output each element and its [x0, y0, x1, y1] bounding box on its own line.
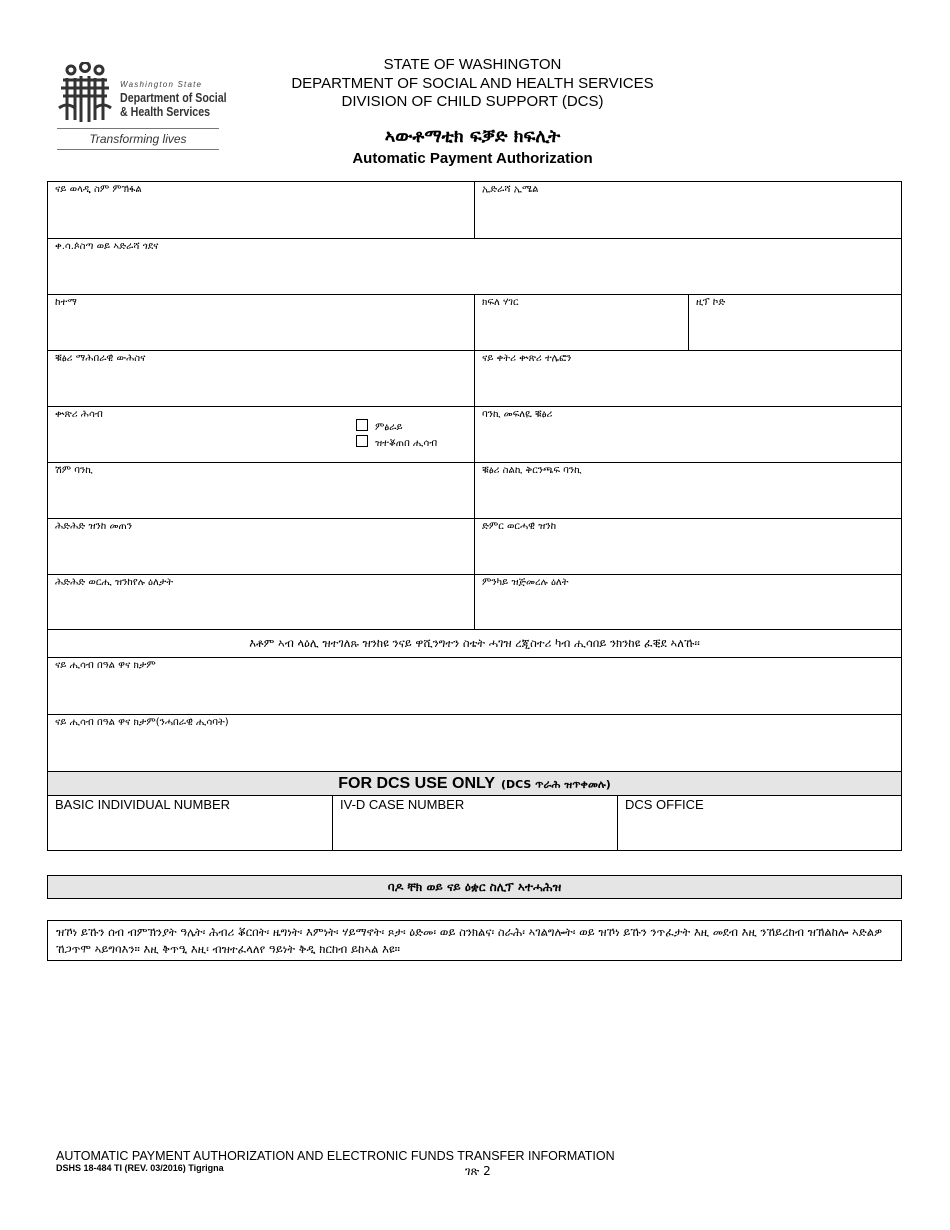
footer-form-number: DSHS 18-484 TI (REV. 03/2016) Tigrigna — [56, 1163, 224, 1173]
form-title-tigrigna: ኣውቶማቲክ ፍቓድ ክፍሊት — [384, 126, 561, 147]
state-field[interactable] — [475, 295, 689, 351]
email-label: ኢድራሻ ኢሜል — [482, 184, 539, 195]
dshs-logo — [57, 60, 227, 152]
holder-signature-label: ናይ ሒሳብ በዓል ዋና ክታም — [55, 660, 156, 671]
dcs-use-only-title-tigrigna: (DCS ጥራሕ ዝጥቀመሉ) — [500, 778, 611, 791]
mailing-address-label: ቀ.ሳ.ጶስጣ ወይ ኣድራሻ ጎደና — [55, 241, 159, 252]
payment-dates-label: ሕድሕድ ወርሒ ዝንከየሉ ዕለታት — [55, 577, 174, 588]
agency-division: DIVISION OF CHILD SUPPORT (DCS) — [341, 93, 604, 110]
logo-tagline: Transforming lives — [89, 132, 187, 146]
savings-option[interactable] — [356, 435, 437, 449]
logo-dept-line2: & Health Services — [120, 104, 211, 119]
savings-checkbox[interactable] — [356, 435, 368, 447]
nondiscrimination-notice: ዝኾነ ይኹን ሰብ ብምኽንያት ዓሌት፡ ሕብሪ ቖርበት፡ ዜግነት፡ እምነት፡ ሃይማኖት፡ ጾታ፡ ዕድመ፡ ወይ ስንክልና፡ ስራሕ፡ ኣገልግሎት፡ ወይ ዝኾነ ይኹን ንጥፈታት እዚ መደብ እዚ ንኸይረከብ ዝኽልከሎ ኣድልዎ ኸጋጥሞ ኣይግባእን። እዚ ቅጥዒ እዚ፡ ብዝተፈላለየ ዓይነት ቅዲ ክርከብ ይከኣል እዩ። — [47, 920, 902, 961]
payment-authorization-form — [47, 181, 902, 851]
bank-phone-label: ቑፅሪ ስልኪ ቅርንጫፍ ባንኪ — [482, 465, 582, 476]
routing-number-field[interactable] — [475, 407, 901, 463]
bank-name-field[interactable] — [48, 463, 475, 519]
zip-field[interactable] — [689, 295, 901, 351]
parent-name-field[interactable] — [48, 182, 475, 239]
ivd-case-number-field[interactable] — [333, 796, 618, 850]
bank-name-label: ሽም ባንኪ — [55, 465, 93, 476]
account-number-label: ቍጽሪ ሕሳብ — [55, 409, 103, 420]
start-date-label: ምንካይ ዝጅመረሉ ዕለት — [482, 577, 569, 588]
logo-dept-line1: Department of Social — [120, 90, 227, 105]
bank-phone-field[interactable] — [475, 463, 901, 519]
agency-header — [240, 56, 705, 112]
state-label: ክፍለ ሃገር — [482, 297, 519, 308]
city-field[interactable] — [48, 295, 475, 351]
mailing-address-field[interactable] — [48, 239, 901, 295]
checking-label: ምፅራይ — [375, 422, 403, 433]
checking-checkbox[interactable] — [356, 419, 368, 431]
joint-signature-label: ናይ ሒሳብ በዓል ዋና ክታም(ንሓበራዊ ሒሳባት) — [55, 717, 229, 728]
footer-page-number: ገጽ 2 — [465, 1164, 491, 1178]
authorization-statement: እቶም ኣብ ላዕሊ ዝተገለጹ ዝንከዩ ንናይ ዋሺንግተን ስቴት ሓገዝ ረጂስተሪ ካብ ሒሳበይ ንክንከዩ ፈቒደ ኣለኹ፡፡ — [48, 630, 901, 658]
dcs-use-only-header — [48, 771, 901, 796]
total-monthly-field[interactable] — [475, 519, 901, 575]
total-monthly-label: ድምር ወርሓዊ ዝንከ — [482, 521, 557, 532]
joint-signature-field[interactable] — [48, 715, 901, 771]
start-date-field[interactable] — [475, 575, 901, 630]
account-number-field[interactable] — [48, 407, 475, 463]
dcs-use-only-title: FOR DCS USE ONLY — [338, 775, 495, 792]
phone-field[interactable] — [475, 351, 901, 407]
city-label: ከተማ — [55, 297, 77, 308]
footer-title: AUTOMATIC PAYMENT AUTHORIZATION AND ELECTRONIC FUNDS TRANSFER INFORMATION — [56, 1149, 615, 1163]
dshs-people-logo-icon — [57, 62, 113, 124]
ssn-field[interactable] — [48, 351, 475, 407]
logo-state-text: Washington State — [120, 80, 203, 89]
logo-divider-top — [57, 128, 219, 129]
single-amount-label: ሕድሕድ ዝንከ መጠን — [55, 521, 133, 532]
routing-number-label: ባንኪ መፍለዪ ቑፅሪ — [482, 409, 553, 420]
blank-check-header: ባዶ ቸክ ወይ ናይ ዕቋር ስሊፕ ኣተሓሕዝ — [47, 875, 902, 899]
single-amount-field[interactable] — [48, 519, 475, 575]
basic-individual-number-field[interactable] — [48, 796, 333, 850]
checking-option[interactable] — [356, 419, 403, 433]
email-field[interactable] — [475, 182, 901, 239]
zip-label: ዚፕ ኮድ — [696, 297, 726, 308]
logo-department-text — [120, 91, 227, 119]
holder-signature-field[interactable] — [48, 658, 901, 715]
basic-individual-number-label: BASIC INDIVIDUAL NUMBER — [55, 797, 231, 812]
savings-label: ዝተቖጠበ ሒሳብ — [375, 438, 438, 449]
dcs-office-label: DCS OFFICE — [625, 797, 704, 812]
payment-dates-field[interactable] — [48, 575, 475, 630]
parent-name-label: ናይ ወላዲ ስም ምኽፋል — [55, 184, 142, 195]
ivd-case-number-label: IV-D CASE NUMBER — [340, 797, 465, 812]
ssn-label: ቑፅሪ ማሕበራዊ ውሕስና — [55, 353, 146, 364]
agency-state: STATE OF WASHINGTON — [383, 56, 562, 73]
logo-divider-bottom — [57, 149, 219, 150]
phone-label: ናይ ቀትሪ ቍጽሪ ተሌፎን — [482, 353, 572, 364]
form-title-english: Automatic Payment Authorization — [352, 150, 593, 167]
dcs-office-field[interactable] — [618, 796, 901, 850]
agency-department: DEPARTMENT OF SOCIAL AND HEALTH SERVICES — [291, 74, 654, 92]
